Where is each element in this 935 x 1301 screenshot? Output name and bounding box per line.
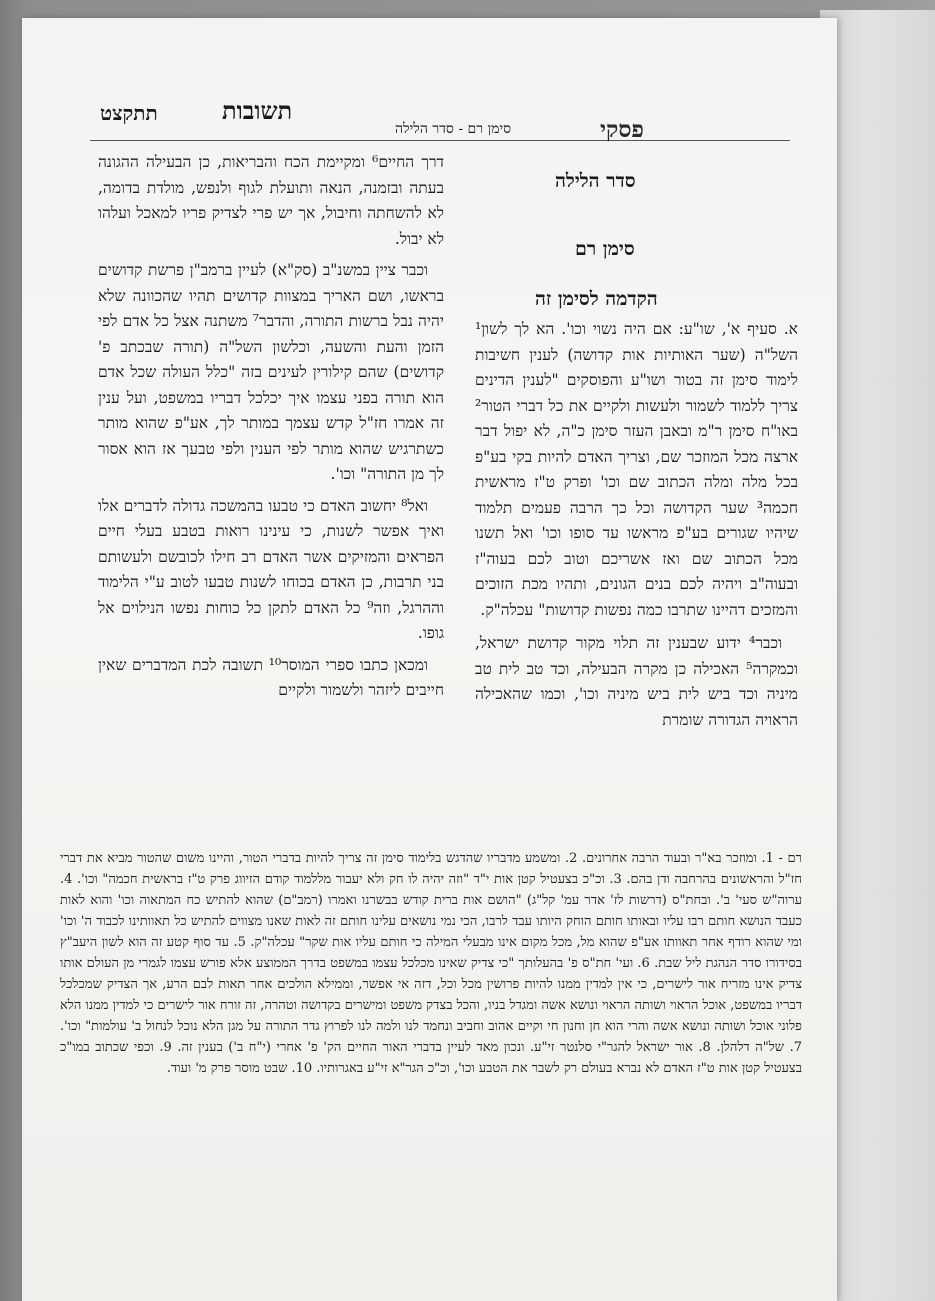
paragraph: וכבר⁴ ידוע שבענין זה תלוי מקור קדושת ישראל, וכמקרה⁵ האכילה כן מקרה הבעילה, וכד טב לית טב מיניה וכד ביש לית ביש מיניה וכו', וכמו שהאכילה הראויה הגדורה שומרת [475, 634, 798, 729]
heading-seder: סדר הלילה [555, 170, 636, 192]
page-number: תתקצט [100, 101, 158, 125]
paragraph: ואל⁸ יחשוב האדם כי טבעו בהמשכה גדולה לדברים אלו ואיך אפשר לשנות, כי עינינו רואות בטבע בעלי חיים הפראים והמזיקים אשר האדם רב חילו לכובשם ולעשותם בני תרבות, כן האדם בכוחו לשנות טבעו לטוב ע"י הלימוד וההרגל, וזה⁹ כל האדם לתקן כל כוחות נפשו הנילוים אל גופו. [98, 496, 444, 642]
siman-running-title: סימן רם - סדר הלילה [395, 121, 512, 137]
heading-intro: הקדמה לסימן זה [535, 288, 658, 310]
footnotes [60, 848, 802, 1079]
book-title-right: פסקי [600, 116, 644, 143]
footnote-text: רם - 1. ומוזכר בא"ר ובעוד הרבה אחרונים. 2. ומשמע מדבריו שהדגש בלימוד סימן זה צריך להיות בדברי הטור, והיינו משום שהטור מביא את דברי חז"ל והראשונים בהרחבה ודן בהם. 3. וכ"כ בצעטיל קטן אות י"ד "וזה יהיה לו חק ולא יעבור מללמוד קודם הזיווג פרק ט"ז בראשית חכמה" וכו'. 4. ערוה"ש סעי' ב'. ובחת"ס (דרשות לז' אדר עמ' קל"ג) "הושם אות ברית קודש בבשרנו ואמרו (רמב"ם) שהוא להתיש כח המתאוה וכו' והוא לאות כעבד הנושא חותם רבו עליו ובאותו חותם הוחק היותו עבד לרבו, הכי נמי נושאים עלינו חותם זה לאות שאנו מצווים להתיש כל תאוותינו לכבוד ה' וכו' ומי שהוא רודף אחר תאוותו אע"פ שהוא מל, מכל מקום אינו מבעלי המילה כי חותם עליו אות שקר" עכלה"ק. 5. עד סוף קטע זה הוא לשון היעב"ץ בסידורו סדר הנהגת ליל שבת. 6. ועי' חת"ס פ' בהעלותך "כי צדיק שאינו מכלכל עצמו במשפט בדרך הממוצע אלא פורש עצמו לגמרי מן העולם אותו צדיק אינו מזריח אור לישרים, כי אין למדין ממנו להיות פרושין מכל וכל, דזה אי אפשר, וממילא הולכים אחר תאות לבם הרע, אך הצדיק שמכלכל דבריו במשפט, אוכל הראוי ושותה הראוי ונושא אשה ומגדל בניו, והכל בצדק משפט ומישרים בקדושה וטהרה, זה זורח אור לישרים כי למדין ממנו הלא פלוני אוכל ושותה ונושא אשה והרי הוא חן וחנון חי וקיים אהוב וחביב ונחמד לנו ולמה לנו לפרוץ גדר התורה על מגן הלא נוכל לנחול ב' עולמות" וכו'. 7. של"ה דלהלן. 8. אור ישראל להגר"י סלנטר זי"ע. ונכון מאד לעיין בדברי האור החיים הק' פ' אחרי (י"ח ב') בענין זה. 9. וכפי שכתוב במו"כ בצעטיל קטן אות ט"ז האדם לא נברא בעולם רק לשבר את הטבע וכו', וכ"כ הגר"א זי"ע באגרותיו. 10. שבט מוסר פרק מ' ועוד. [60, 851, 802, 1076]
right-text-column [475, 317, 798, 733]
paragraph: וכבר ציין במשנ"ב (סק"א) לעיין ברמב"ן פרשת קדושים בראשו, ושם האריך במצוות קדושים תהיו שהכוונה שלא יהיה נבל ברשות התורה, והדבר⁷ משתנה אצל כל אדם לפי הזמן והעת והשעה, וכלשון השל"ה (תורה שבכתב פ' קדושים) שהם קילורין לעינים בזה "כלל העולה שכל אדם הוא תורה בפני עצמו איך יכלכל דבריו במשפט, ועל ענין זה אמרו חז"ל קדש עצמך במותר לך, אע"פ שהוא מותר כשתרגיש שהוא מותר לפי הענין ולפי טבעך אז הוא אסור לך מן התורה" וכו'. [98, 261, 444, 483]
adjacent-page-edge [820, 10, 935, 1301]
paragraph: ומכאן כתבו ספרי המוסר¹⁰ תשובה לכת המדברים שאין חייבים ליזהר ולשמור ולקיים [98, 655, 444, 699]
book-name: תשובות [222, 96, 293, 125]
heading-siman: סימן רם [575, 238, 635, 260]
left-text-column [98, 150, 444, 704]
paragraph: א. סעיף א', שו"ע: אם היה נשוי וכו'. הא לך לשון¹ השל"ה (שער האותיות אות קדושה) לענין חשיבות לימוד סימן זה בטור ושו"ע והפוסקים "לענין הדינים צריך ללמוד לשמור ולעשות ולקיים את כל דברי הטור² באו"ח סימן ר"מ ובאבן העזר סימן כ"ה, לא יפול דבר ארצה מכל המוזכר שם, וצריך האדם להיות בקי בע"פ בכל מלה ומלה הכתוב שם וכו' ופרק ט"ז מראשית חכמה³ שער הקדושה וכל כך הרבה פעמים תלמוד שיהיו שגורים בע"פ מראשו עד סופו וכו' ואל תשנו מכל הכתוב שם ואז אשריכם וטוב לכם בעוה"ז ובעוה"ב ויהיה לכם בנים הגונים, ותהיו מכת הזוכים והמזכים דהיינו שתרבו כמה נפשות קדושות" עכלה"ק. [475, 320, 798, 619]
paragraph: דרך החיים⁶ ומקיימת הכח והבריאות, כן הבעילה ההגונה בעתה ובזמנה, הנאה ותועלת לגוף ולנפש, מולדת בדומה, לא להשחתה וחיבול, אך יש פרי לצדיק פריו למאכל ועלהו לא יבול. [98, 153, 445, 248]
